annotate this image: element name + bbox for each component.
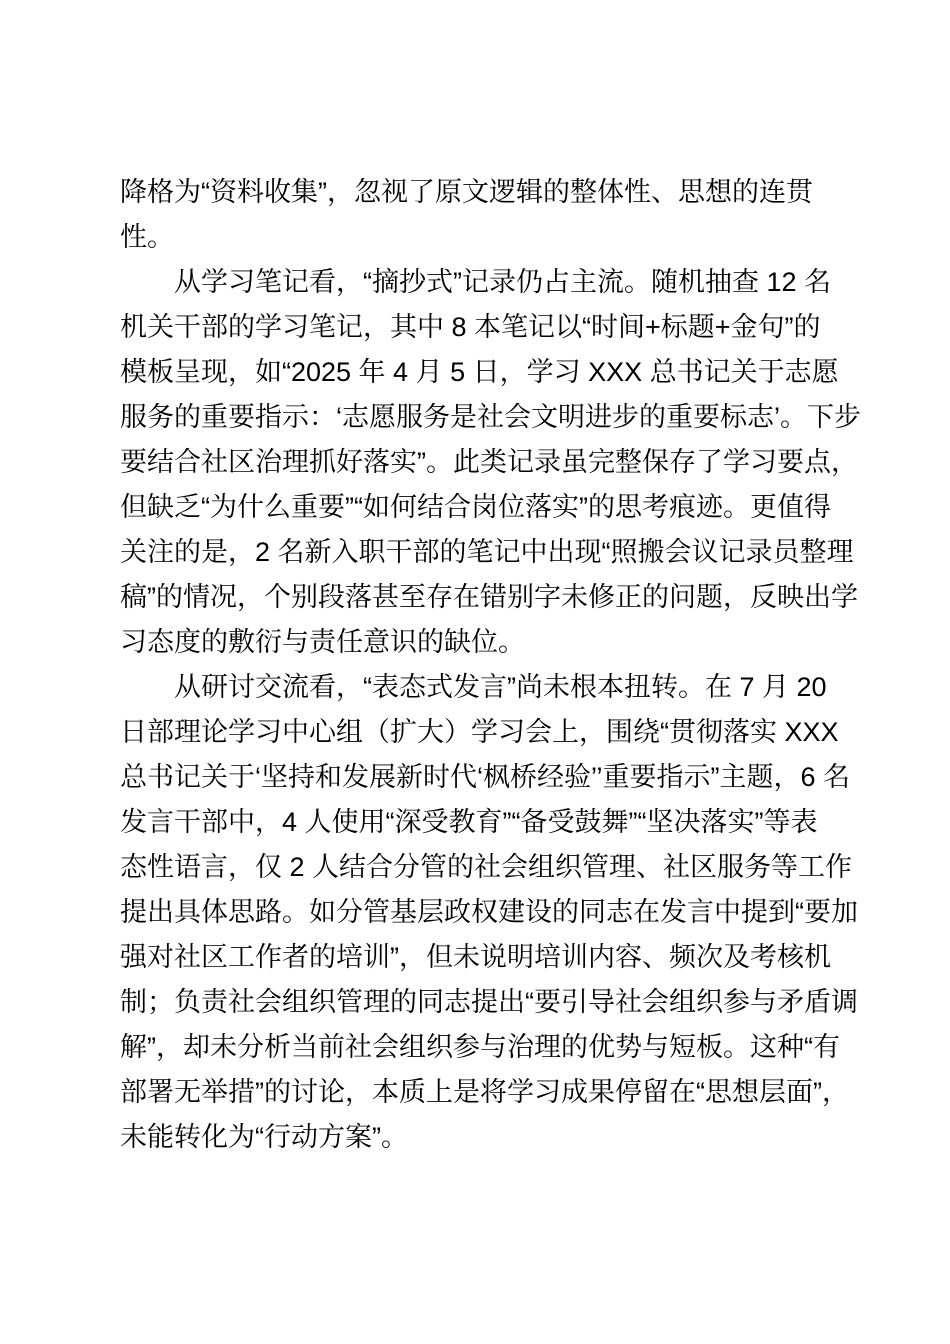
- text-line: 稿”的情况，个别段落甚至存在错别字未修正的问题，反映出学: [120, 582, 858, 612]
- text-line: 未能转化为“行动方案”。: [120, 1122, 408, 1152]
- text-line: 从研讨交流看，“表态式发言”尚未根本扭转。在 7 月 20: [120, 672, 827, 702]
- text-line: 性。: [120, 222, 174, 252]
- text-line: 总书记关于‘坚持和发展新时代‘枫桥经验’’重要指示”主题，6 名: [120, 762, 851, 792]
- text-line: 发言干部中，4 人使用“深受教育”“备受鼓舞”“坚决落实”等表: [120, 807, 818, 837]
- text-line: 机关干部的学习笔记，其中 8 本笔记以“时间+标题+金句”的: [120, 312, 821, 342]
- text-line: 服务的重要指示：‘志愿服务是社会文明进步的重要标志’。下步: [120, 402, 861, 432]
- document-text-block: [120, 170, 880, 1160]
- text-line: 模板呈现，如“2025 年 4 月 5 日，学习 XXX 总书记关于志愿: [120, 357, 839, 387]
- text-line: 日部理论学习中心组（扩大）学习会上，围绕“贯彻落实 XXX: [120, 717, 839, 747]
- text-line: 提出具体思路。如分管基层政权建设的同志在发言中提到“要加: [120, 897, 858, 927]
- text-line: 要结合社区治理抓好落实”。此类记录虽完整保存了学习要点，: [120, 447, 858, 477]
- text-line: 强对社区工作者的培训”，但未说明培训内容、频次及考核机: [120, 942, 831, 972]
- text-line: 从学习笔记看，“摘抄式”记录仍占主流。随机抽查 12 名: [120, 267, 832, 297]
- text-line: 态性语言，仅 2 人结合分管的社会组织管理、社区服务等工作: [120, 852, 853, 882]
- text-line: 降格为“资料收集”，忽视了原文逻辑的整体性、思想的连贯: [120, 177, 813, 207]
- text-line: 解”，却未分析当前社会组织参与治理的优势与短板。这种“有: [120, 1032, 840, 1062]
- text-line: 制；负责社会组织管理的同志提出“要引导社会组织参与矛盾调: [120, 987, 858, 1017]
- text-line: 部署无举措”的讨论，本质上是将学习成果停留在“思想层面”，: [120, 1077, 849, 1107]
- text-line: 但缺乏“为什么重要”“如何结合岗位落实”的思考痕迹。更值得: [120, 492, 831, 522]
- text-line: 关注的是，2 名新入职干部的笔记中出现“照搬会议记录员整理: [120, 537, 854, 567]
- text-line: 习态度的敷衍与责任意识的缺位。: [120, 627, 525, 657]
